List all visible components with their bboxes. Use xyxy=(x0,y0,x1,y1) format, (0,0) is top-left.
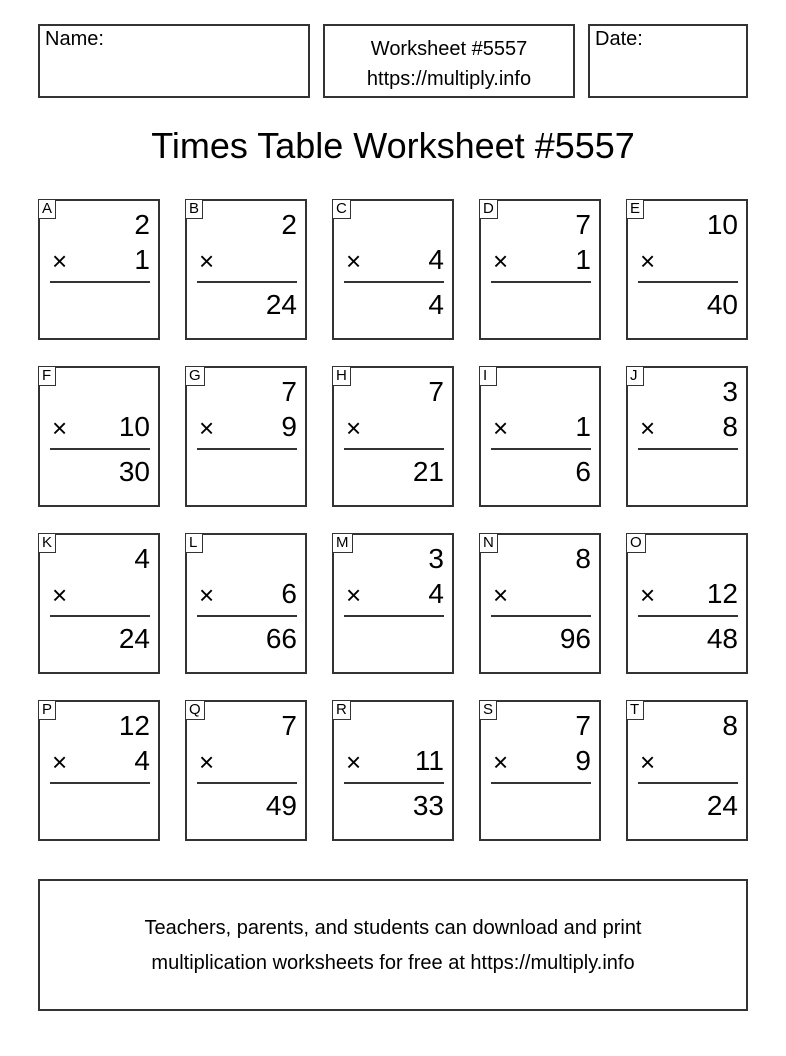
multiplier: 9 xyxy=(281,411,297,442)
multiplicand: 7 xyxy=(281,376,297,407)
problem-letter: T xyxy=(626,700,644,720)
problem-letter: K xyxy=(38,533,56,553)
times-sign: × xyxy=(52,580,68,610)
problem-letter: D xyxy=(479,199,498,219)
problem-d xyxy=(479,199,601,340)
problem-g xyxy=(185,366,307,507)
answer-line xyxy=(638,448,738,450)
answer-line xyxy=(344,448,444,450)
times-sign: × xyxy=(640,747,656,777)
times-sign: × xyxy=(640,413,656,443)
problem-letter: A xyxy=(38,199,56,219)
multiplier: 4 xyxy=(134,745,150,776)
times-sign: × xyxy=(52,246,68,276)
problem-r xyxy=(332,700,454,841)
problem-letter: G xyxy=(185,366,205,386)
worksheet-number: Worksheet #5557 xyxy=(370,38,528,60)
problem-e xyxy=(626,199,748,340)
multiplicand: 12 xyxy=(118,710,150,741)
problem-b xyxy=(185,199,307,340)
problem-letter: M xyxy=(332,533,353,553)
times-sign: × xyxy=(493,246,509,276)
times-sign: × xyxy=(199,580,215,610)
problem-letter: S xyxy=(479,700,497,720)
problem-p xyxy=(38,700,160,841)
answer-line xyxy=(491,615,591,617)
multiplicand: 10 xyxy=(706,209,738,240)
answer-line xyxy=(638,782,738,784)
product: 21 xyxy=(412,456,444,487)
problem-letter: H xyxy=(332,366,351,386)
times-sign: × xyxy=(493,747,509,777)
problem-m xyxy=(332,533,454,674)
answer-line xyxy=(50,281,150,283)
name-label: Name: xyxy=(45,28,104,50)
footer-line-2: multiplication worksheets for free at https://multiply.info xyxy=(151,952,635,974)
multiplicand: 3 xyxy=(428,543,444,574)
product: 40 xyxy=(706,289,738,320)
problem-n xyxy=(479,533,601,674)
answer-line xyxy=(50,615,150,617)
multiplier: 1 xyxy=(134,244,150,275)
product: 33 xyxy=(412,790,444,821)
problem-letter: L xyxy=(185,533,203,553)
product: 48 xyxy=(706,623,738,654)
product: 24 xyxy=(118,623,150,654)
problem-f xyxy=(38,366,160,507)
problem-letter: R xyxy=(332,700,351,720)
multiplier: 12 xyxy=(706,578,738,609)
answer-line xyxy=(638,615,738,617)
problem-c xyxy=(332,199,454,340)
problem-letter: J xyxy=(626,366,644,386)
times-sign: × xyxy=(199,747,215,777)
times-sign: × xyxy=(52,413,68,443)
times-sign: × xyxy=(346,747,362,777)
product: 96 xyxy=(559,623,591,654)
times-sign: × xyxy=(346,413,362,443)
product: 24 xyxy=(265,289,297,320)
problem-i xyxy=(479,366,601,507)
product: 49 xyxy=(265,790,297,821)
times-sign: × xyxy=(346,246,362,276)
footer-line-1: Teachers, parents, and students can download and print xyxy=(144,917,642,939)
answer-line xyxy=(197,615,297,617)
multiplicand: 8 xyxy=(575,543,591,574)
answer-line xyxy=(344,615,444,617)
times-sign: × xyxy=(52,747,68,777)
problem-t xyxy=(626,700,748,841)
answer-line xyxy=(491,281,591,283)
times-sign: × xyxy=(640,580,656,610)
product: 66 xyxy=(265,623,297,654)
times-sign: × xyxy=(199,413,215,443)
problem-k xyxy=(38,533,160,674)
answer-line xyxy=(491,448,591,450)
problem-letter: P xyxy=(38,700,56,720)
problem-letter: F xyxy=(38,366,56,386)
multiplicand: 7 xyxy=(575,710,591,741)
multiplier: 8 xyxy=(722,411,738,442)
footer-note xyxy=(38,879,748,1011)
problem-j xyxy=(626,366,748,507)
product: 30 xyxy=(118,456,150,487)
answer-line xyxy=(638,281,738,283)
problem-s xyxy=(479,700,601,841)
answer-line xyxy=(491,782,591,784)
times-sign: × xyxy=(493,413,509,443)
times-sign: × xyxy=(493,580,509,610)
worksheet-url: https://multiply.info xyxy=(366,68,532,90)
problem-h xyxy=(332,366,454,507)
multiplicand: 7 xyxy=(281,710,297,741)
problem-letter: N xyxy=(479,533,498,553)
multiplier: 10 xyxy=(118,411,150,442)
page-title: Times Table Worksheet #5557 xyxy=(151,125,635,166)
multiplier: 6 xyxy=(281,578,297,609)
multiplicand: 7 xyxy=(575,209,591,240)
problem-letter: E xyxy=(626,199,644,219)
multiplicand: 2 xyxy=(281,209,297,240)
product: 4 xyxy=(428,289,444,320)
problem-letter: Q xyxy=(185,700,205,720)
problem-o xyxy=(626,533,748,674)
times-sign: × xyxy=(199,246,215,276)
multiplicand: 4 xyxy=(134,543,150,574)
answer-line xyxy=(197,782,297,784)
multiplicand: 3 xyxy=(722,376,738,407)
answer-line xyxy=(50,782,150,784)
times-sign: × xyxy=(640,246,656,276)
times-sign: × xyxy=(346,580,362,610)
multiplicand: 8 xyxy=(722,710,738,741)
product: 24 xyxy=(706,790,738,821)
problem-a xyxy=(38,199,160,340)
product: 6 xyxy=(575,456,591,487)
problem-letter: B xyxy=(185,199,203,219)
multiplicand: 2 xyxy=(134,209,150,240)
problem-letter: C xyxy=(332,199,351,219)
answer-line xyxy=(344,281,444,283)
date-label: Date: xyxy=(595,28,643,50)
multiplier: 1 xyxy=(575,411,591,442)
multiplier: 1 xyxy=(575,244,591,275)
answer-line xyxy=(197,448,297,450)
problem-letter: I xyxy=(479,366,497,386)
answer-line xyxy=(197,281,297,283)
answer-line xyxy=(344,782,444,784)
problem-l xyxy=(185,533,307,674)
multiplier: 4 xyxy=(428,244,444,275)
problem-q xyxy=(185,700,307,841)
multiplier: 9 xyxy=(575,745,591,776)
answer-line xyxy=(50,448,150,450)
multiplier: 4 xyxy=(428,578,444,609)
problem-letter: O xyxy=(626,533,646,553)
multiplier: 11 xyxy=(414,745,444,776)
multiplicand: 7 xyxy=(428,376,444,407)
